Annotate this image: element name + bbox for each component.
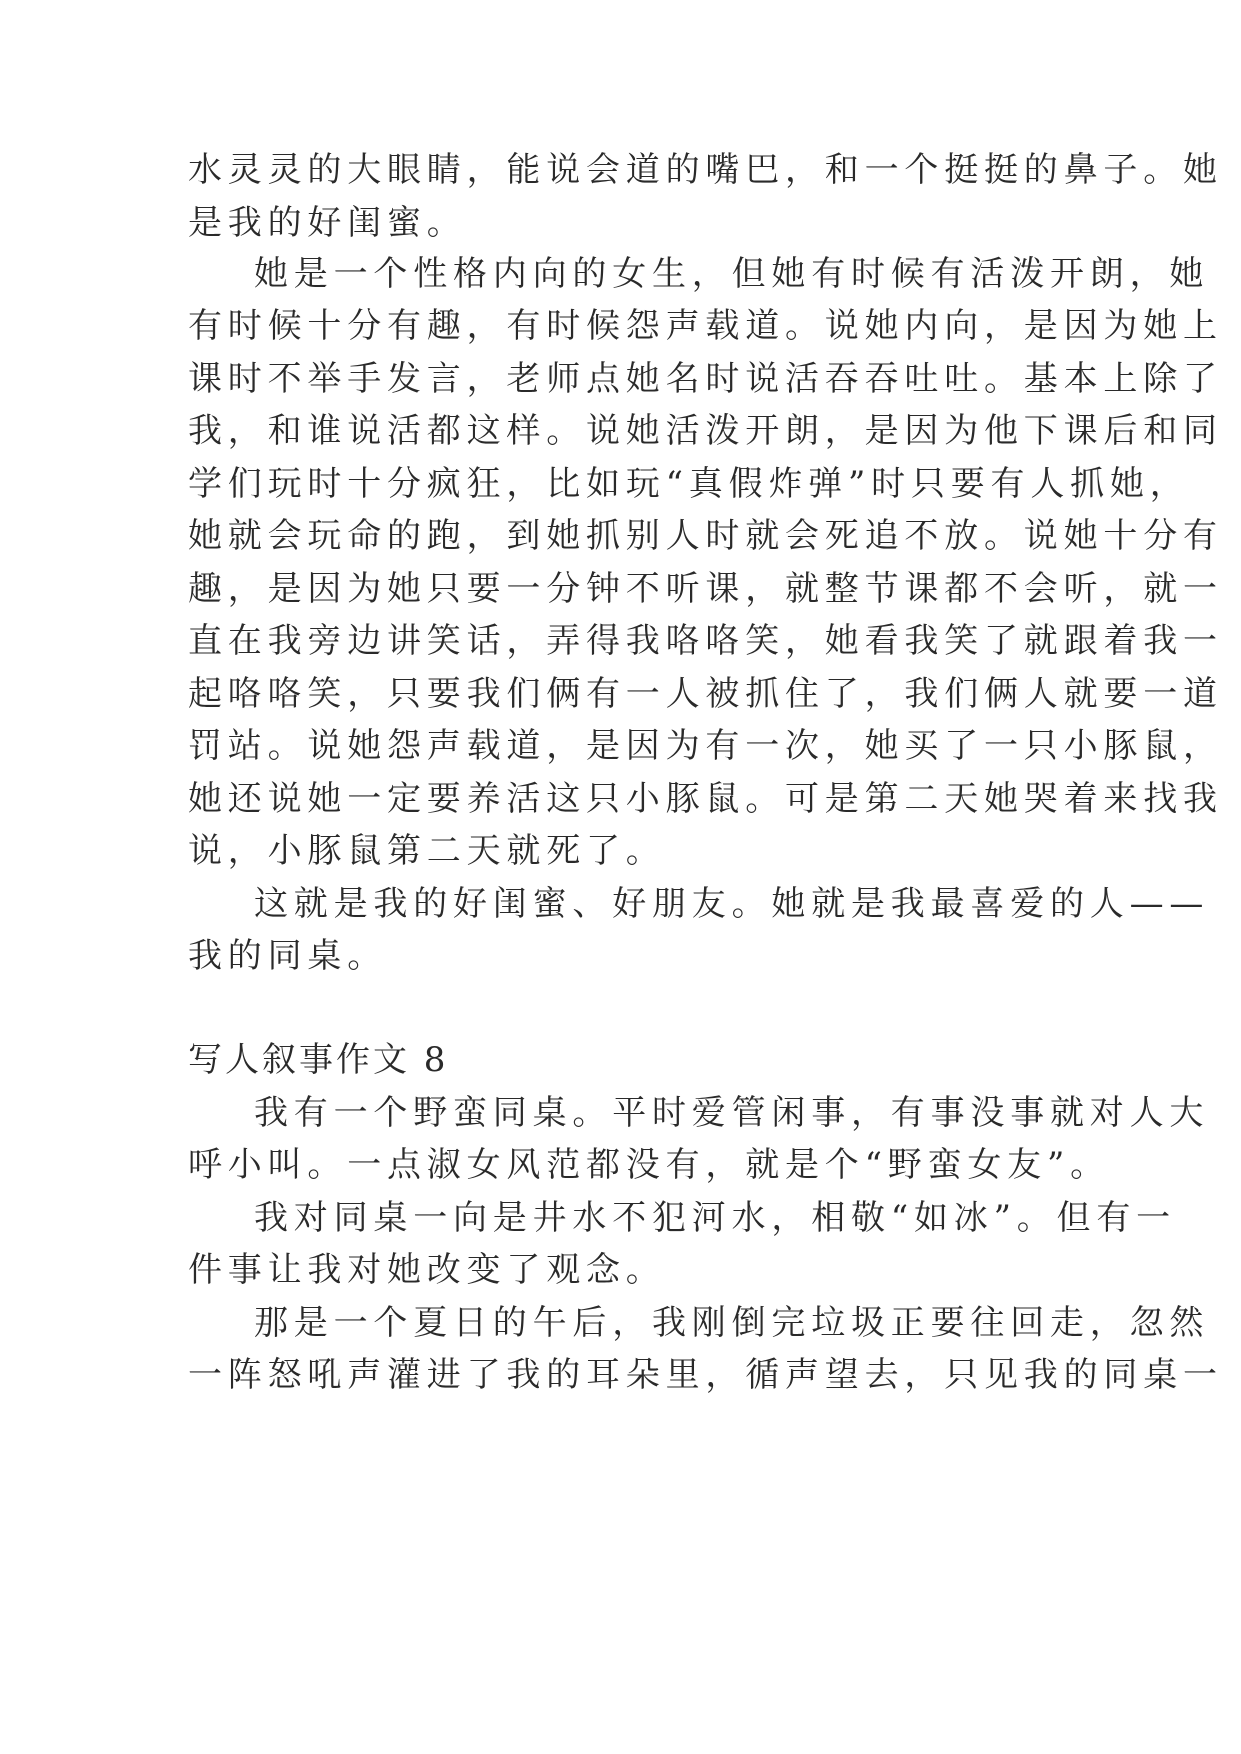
- text-line: 我的同桌。: [188, 936, 387, 976]
- text-line: 说，小豚鼠第二天就死了。: [188, 831, 666, 871]
- paragraph-first-line: 她是一个性格内向的女生，但她有时候有活泼开朗，她: [254, 254, 1210, 294]
- paragraph-first-line: 那是一个夏日的午后，我刚倒完垃圾正要往回走，忽然: [254, 1303, 1210, 1343]
- text-line: 一阵怒吼声灌进了我的耳朵里，循声望去，只见我的同桌一: [188, 1355, 1223, 1395]
- text-line: 趣，是因为她只要一分钟不听课，就整节课都不会听，就一: [188, 569, 1223, 609]
- text-line: 有时候十分有趣，有时候怨声载道。说她内向，是因为她上: [188, 306, 1223, 346]
- text-line: 她就会玩命的跑，到她抓别人时就会死追不放。说她十分有: [188, 516, 1223, 556]
- text-line: 罚站。说她怨声载道，是因为有一次，她买了一只小豚鼠，: [188, 726, 1223, 766]
- essay-heading: 写人叙事作文 8: [188, 1040, 449, 1080]
- paragraph-first-line: 这就是我的好闺蜜、好朋友。她就是我最喜爱的人——: [254, 884, 1210, 924]
- text-line: 呼小叫。一点淑女风范都没有，就是个“野蛮女友”。: [188, 1145, 1110, 1185]
- paragraph-first-line: 我对同桌一向是井水不犯河水，相敬“如冰”。但有一: [254, 1198, 1176, 1238]
- paragraph-first-line: 我有一个野蛮同桌。平时爱管闲事，有事没事就对人大: [254, 1093, 1210, 1133]
- text-line: 她还说她一定要养活这只小豚鼠。可是第二天她哭着来找我: [188, 779, 1223, 819]
- text-line: 件事让我对她改变了观念。: [188, 1250, 666, 1290]
- text-line: 是我的好闺蜜。: [188, 203, 467, 243]
- text-line: 水灵灵的大眼睛，能说会道的嘴巴，和一个挺挺的鼻子。她: [188, 150, 1223, 190]
- text-line: 直在我旁边讲笑话，弄得我咯咯笑，她看我笑了就跟着我一: [188, 621, 1223, 661]
- text-line: 课时不举手发言，老师点她名时说活吞吞吐吐。基本上除了: [188, 359, 1223, 399]
- text-line: 起咯咯笑，只要我们俩有一人被抓住了，我们俩人就要一道: [188, 674, 1223, 714]
- text-line: 学们玩时十分疯狂，比如玩“真假炸弹”时只要有人抓她，: [188, 464, 1190, 504]
- text-line: 我，和谁说活都这样。说她活泼开朗，是因为他下课后和同: [188, 411, 1223, 451]
